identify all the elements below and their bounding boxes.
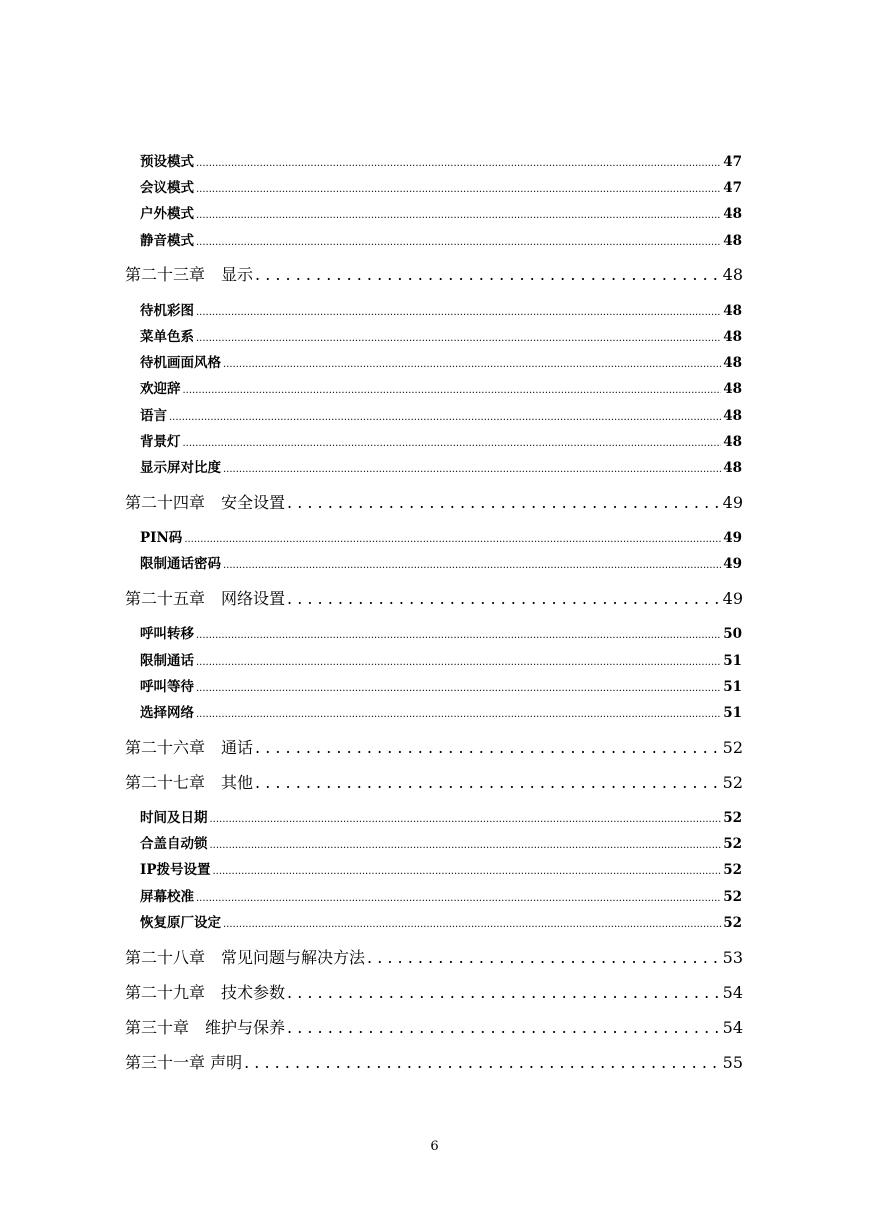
dot-leader: [287, 493, 721, 512]
toc-entry-page: 53: [722, 948, 743, 967]
toc-entry-page: 52: [722, 738, 743, 757]
dot-leader: [367, 948, 721, 967]
dot-leader: [255, 738, 721, 757]
toc-entry-page: 48: [723, 329, 742, 345]
toc-entry-label: 户外模式: [140, 206, 194, 222]
toc-entry-page: 52: [723, 915, 742, 931]
dot-leader: [196, 653, 721, 669]
toc-entry-label: 显示屏对比度: [140, 460, 221, 476]
toc-entry-label: 第二十七章 其他: [125, 773, 254, 792]
toc-entry-label: 限制通话: [140, 653, 194, 669]
dot-leader: [169, 408, 721, 424]
dot-leader: [183, 434, 722, 450]
toc-section-entry[interactable]: [140, 325, 742, 345]
toc-entry-label: 预设模式: [140, 154, 194, 170]
dot-leader: [196, 705, 721, 721]
dot-leader: [255, 773, 721, 792]
toc-entry-label: 第三十章 维护与保养: [125, 1018, 286, 1037]
toc-section-entry[interactable]: [140, 404, 742, 424]
toc-entry-label: 呼叫等待: [140, 679, 194, 695]
toc-entry-page: 48: [723, 206, 742, 222]
toc-entry-page: 47: [723, 154, 742, 170]
dot-leader: [287, 589, 721, 608]
toc-entry-page: 48: [723, 408, 742, 424]
toc-section-entry[interactable]: [140, 552, 742, 572]
toc-chapter-entry[interactable]: [125, 262, 743, 285]
toc-entry-page: 50: [723, 626, 742, 642]
dot-leader: [223, 915, 721, 931]
toc-entry-page: 49: [722, 589, 743, 608]
toc-section-entry[interactable]: [140, 649, 742, 669]
dot-leader: [196, 889, 721, 905]
toc-section-entry[interactable]: [140, 832, 742, 852]
toc-section-entry[interactable]: [140, 377, 742, 397]
toc-entry-page: 52: [723, 889, 742, 905]
toc-entry-label: PIN码: [140, 530, 183, 546]
dot-leader: [196, 233, 721, 249]
toc-section-entry[interactable]: [140, 911, 742, 931]
toc-entry-label: 呼叫转移: [140, 626, 194, 642]
toc-section-entry[interactable]: [140, 885, 742, 905]
toc-entry-page: 49: [723, 556, 742, 572]
toc-entry-page: 47: [723, 180, 742, 196]
toc-section-entry[interactable]: [140, 456, 742, 476]
dot-leader: [196, 626, 721, 642]
toc-entry-page: 51: [723, 653, 742, 669]
toc-entry-page: 48: [723, 303, 742, 319]
toc-chapter-entry[interactable]: [125, 980, 743, 1003]
toc-entry-label: 合盖自动锁: [140, 836, 208, 852]
toc-entry-label: 第二十三章 显示: [125, 265, 254, 284]
toc-chapter-entry[interactable]: [125, 770, 743, 793]
toc-section-entry[interactable]: [140, 806, 742, 826]
toc-entry-label: 会议模式: [140, 180, 194, 196]
dot-leader: [196, 180, 721, 196]
toc-entry-label: 时间及日期: [140, 810, 208, 826]
toc-entry-page: 54: [722, 1018, 743, 1037]
toc-section-entry[interactable]: [140, 229, 742, 249]
dot-leader: [223, 355, 721, 371]
toc-chapter-entry[interactable]: [125, 1050, 743, 1073]
toc-section-entry[interactable]: [140, 299, 742, 319]
toc-section-entry[interactable]: [140, 150, 742, 170]
toc-section-entry[interactable]: [140, 622, 742, 642]
toc-entry-page: 48: [723, 355, 742, 371]
toc-entry-page: 48: [723, 460, 742, 476]
toc-entry-label: 待机彩图: [140, 303, 194, 319]
toc-entry-page: 52: [722, 773, 743, 792]
toc-entry-page: 48: [723, 381, 742, 397]
toc-chapter-entry[interactable]: [125, 735, 743, 758]
toc-entry-page: 54: [722, 983, 743, 1002]
toc-section-entry[interactable]: [140, 858, 742, 878]
toc-entry-label: 恢复原厂设定: [140, 915, 221, 931]
toc-section-entry[interactable]: [140, 701, 742, 721]
toc-entry-label: 语言: [140, 408, 167, 424]
toc-chapter-entry[interactable]: [125, 586, 743, 609]
page-number: 6: [430, 1139, 439, 1154]
toc-chapter-entry[interactable]: [125, 1015, 743, 1038]
toc-entry-label: IP拨号设置: [140, 862, 211, 878]
toc-entry-page: 48: [723, 233, 742, 249]
dot-leader: [287, 1018, 721, 1037]
dot-leader: [184, 530, 721, 546]
toc-entry-label: 第二十九章 技术参数: [125, 983, 286, 1002]
toc-entry-page: 51: [723, 705, 742, 721]
dot-leader: [196, 206, 721, 222]
dot-leader: [244, 1053, 721, 1072]
dot-leader: [212, 862, 721, 878]
toc-entry-page: 52: [723, 810, 742, 826]
toc-entry-label: 第二十五章 网络设置: [125, 589, 286, 608]
dot-leader: [210, 810, 722, 826]
toc-entry-label: 选择网络: [140, 705, 194, 721]
toc-section-entry[interactable]: [140, 176, 742, 196]
toc-entry-page: 48: [722, 265, 743, 284]
toc-entry-label: 第二十六章 通话: [125, 738, 254, 757]
toc-entry-page: 55: [722, 1053, 743, 1072]
toc-section-entry[interactable]: [140, 202, 742, 222]
toc-entry-label: 第二十八章 常见问题与解决方法: [125, 948, 366, 967]
toc-entry-label: 背景灯: [140, 434, 181, 450]
toc-section-entry[interactable]: [140, 526, 742, 546]
toc-entry-page: 49: [723, 530, 742, 546]
dot-leader: [255, 265, 721, 284]
toc-entry-label: 欢迎辞: [140, 381, 181, 397]
toc-entry-label: 待机画面风格: [140, 355, 221, 371]
dot-leader: [183, 381, 722, 397]
toc-entry-page: 48: [723, 434, 742, 450]
toc-chapter-entry[interactable]: [125, 490, 743, 513]
toc-entry-page: 49: [722, 493, 743, 512]
dot-leader: [196, 154, 721, 170]
toc-entry-page: 51: [723, 679, 742, 695]
toc-entry-label: 第二十四章 安全设置: [125, 493, 286, 512]
dot-leader: [287, 983, 721, 1002]
dot-leader: [223, 556, 721, 572]
toc-entry-label: 限制通话密码: [140, 556, 221, 572]
toc-entry-page: 52: [723, 836, 742, 852]
toc-chapter-entry[interactable]: [125, 945, 743, 968]
toc-entry-label: 第三十一章 声明: [125, 1053, 243, 1072]
toc-entry-page: 52: [723, 862, 742, 878]
toc-entry-label: 屏幕校准: [140, 889, 194, 905]
dot-leader: [210, 836, 722, 852]
dot-leader: [196, 679, 721, 695]
toc-section-entry[interactable]: [140, 351, 742, 371]
toc-entry-label: 菜单色系: [140, 329, 194, 345]
toc-section-entry[interactable]: [140, 675, 742, 695]
toc-entry-label: 静音模式: [140, 233, 194, 249]
dot-leader: [223, 460, 721, 476]
dot-leader: [196, 303, 721, 319]
dot-leader: [196, 329, 721, 345]
toc-section-entry[interactable]: [140, 430, 742, 450]
